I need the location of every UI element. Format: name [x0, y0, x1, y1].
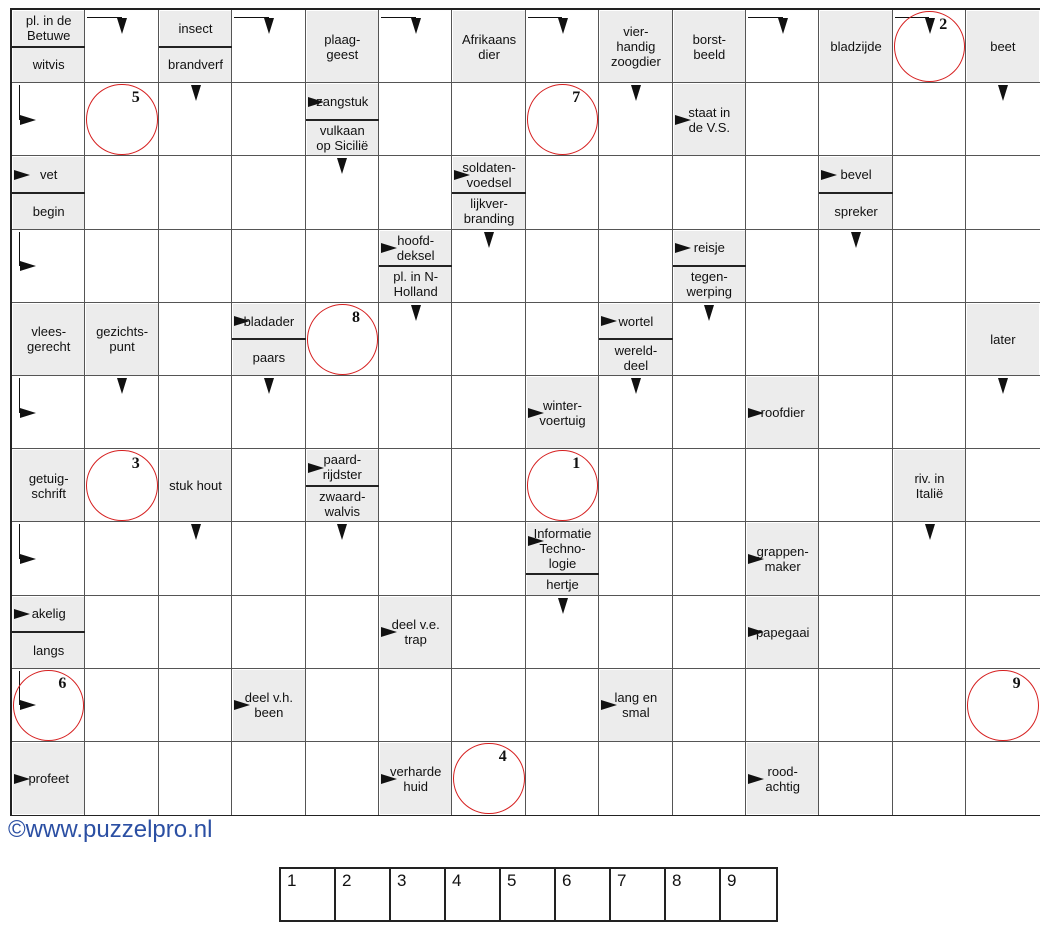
- grid-cell[interactable]: [673, 522, 746, 595]
- down-arrow-icon: [411, 305, 421, 321]
- grid-cell[interactable]: [526, 156, 599, 229]
- grid-cell[interactable]: [893, 230, 966, 303]
- clue-text: staat in de V.S.: [674, 84, 745, 155]
- grid-cell[interactable]: [966, 742, 1039, 815]
- right-arrow-icon: [14, 170, 30, 180]
- clue-text: akelig: [13, 597, 84, 632]
- grid-cell[interactable]: [85, 522, 158, 595]
- clue-divider: [306, 119, 379, 121]
- right-arrow-icon: [381, 774, 397, 784]
- right-arrow-icon: [748, 627, 764, 637]
- grid-cell[interactable]: [232, 83, 305, 156]
- clue-text: vulkaan op Sicilië: [307, 121, 378, 156]
- circle-number: 5: [131, 89, 140, 107]
- right-arrow-icon: [748, 408, 764, 418]
- grid-cell[interactable]: [526, 742, 599, 815]
- clue-divider: [819, 192, 892, 194]
- clue-text: roofdier: [747, 377, 818, 448]
- grid-cell[interactable]: [452, 669, 525, 742]
- grid-cell[interactable]: [232, 156, 305, 229]
- solution-cell[interactable]: 9: [727, 871, 737, 890]
- clue-text: langs: [13, 633, 84, 668]
- solution-circle: [13, 670, 84, 741]
- grid-cell[interactable]: [819, 522, 892, 595]
- grid-cell[interactable]: [893, 303, 966, 376]
- grid-cell[interactable]: [526, 669, 599, 742]
- down-arrow-icon: [851, 232, 861, 248]
- grid-cell[interactable]: [599, 156, 672, 229]
- right-arrow-icon: [675, 243, 691, 253]
- clue-text: lijkver- branding: [453, 194, 524, 229]
- grid-cell[interactable]: [379, 522, 452, 595]
- grid-cell[interactable]: [673, 742, 746, 815]
- right-arrow-icon: [528, 408, 544, 418]
- grid-cell[interactable]: [306, 376, 379, 449]
- right-arrow-icon: [748, 774, 764, 784]
- down-arrow-icon: [484, 232, 494, 248]
- grid-cell[interactable]: [452, 522, 525, 595]
- down-arrow-icon: [337, 524, 347, 540]
- circle-number: 6: [58, 674, 67, 692]
- clue-divider: [673, 265, 746, 267]
- clue-text: Afrikaans dier: [453, 11, 524, 82]
- grid-cell[interactable]: [893, 376, 966, 449]
- grid-cell[interactable]: [159, 742, 232, 815]
- right-arrow-icon: [20, 408, 36, 418]
- solution-cell[interactable]: 6: [556, 869, 611, 920]
- right-arrow-icon: [14, 609, 30, 619]
- clue-divider: [232, 338, 305, 340]
- solution-cell[interactable]: 5: [501, 869, 556, 920]
- grid-cell[interactable]: [306, 230, 379, 303]
- clue-text: bladader: [233, 304, 304, 339]
- down-arrow-icon: [117, 378, 127, 394]
- clue-text: riv. in Italië: [894, 450, 965, 521]
- solution-circle: [86, 450, 157, 521]
- grid-cell[interactable]: [746, 156, 819, 229]
- grid-cell[interactable]: [673, 376, 746, 449]
- clue-text: papegaai: [747, 597, 818, 668]
- grid-cell[interactable]: [232, 596, 305, 669]
- circle-number: 1: [572, 455, 581, 473]
- grid-cell[interactable]: [159, 303, 232, 376]
- grid-cell[interactable]: [85, 742, 158, 815]
- down-arrow-icon: [631, 85, 641, 101]
- solution-cell[interactable]: 8: [666, 869, 721, 920]
- grid-cell[interactable]: [673, 449, 746, 522]
- grid-cell[interactable]: [893, 156, 966, 229]
- grid-cell[interactable]: [893, 742, 966, 815]
- clue-divider: [599, 338, 672, 340]
- right-arrow-icon: [14, 774, 30, 784]
- grid-cell[interactable]: [306, 742, 379, 815]
- clue-text: borst- beeld: [674, 11, 745, 82]
- right-arrow-icon: [748, 554, 764, 564]
- grid-cell[interactable]: [85, 230, 158, 303]
- solution-circle: [453, 743, 524, 814]
- grid-cell[interactable]: [379, 449, 452, 522]
- clue-text: zwaard- walvis: [307, 487, 378, 522]
- right-arrow-icon: [20, 261, 36, 271]
- down-arrow-icon: [998, 85, 1008, 101]
- down-arrow-icon: [337, 158, 347, 174]
- grid-cell[interactable]: [232, 742, 305, 815]
- clue-text: deel v.h. been: [233, 670, 304, 741]
- clue-text: grappen- maker: [747, 523, 818, 594]
- clue-divider: [526, 573, 599, 575]
- right-arrow-icon: [20, 554, 36, 564]
- grid-cell[interactable]: [452, 596, 525, 669]
- right-arrow-icon: [454, 170, 470, 180]
- down-arrow-icon: [778, 18, 788, 34]
- down-arrow-icon: [117, 18, 127, 34]
- clue-text: profeet: [13, 743, 84, 814]
- grid-cell[interactable]: [599, 522, 672, 595]
- clue-text: pl. in de Betuwe: [13, 11, 84, 46]
- circle-number: 4: [498, 748, 507, 765]
- grid-cell[interactable]: [232, 449, 305, 522]
- clue-text: reisje: [674, 231, 745, 266]
- solution-cell[interactable]: 4: [446, 869, 501, 920]
- grid-cell[interactable]: [966, 596, 1039, 669]
- down-arrow-icon: [411, 18, 421, 34]
- crossword-grid: [10, 8, 1040, 816]
- grid-cell[interactable]: [966, 449, 1039, 522]
- solution-circle: [527, 450, 598, 521]
- circle-number: 7: [572, 89, 581, 107]
- grid-cell[interactable]: [452, 303, 525, 376]
- grid-cell[interactable]: [85, 156, 158, 229]
- down-arrow-icon: [191, 85, 201, 101]
- clue-divider: [379, 265, 452, 267]
- grid-cell[interactable]: [746, 230, 819, 303]
- grid-cell[interactable]: [159, 376, 232, 449]
- clue-text: vier- handig zoogdier: [600, 11, 671, 82]
- grid-cell[interactable]: [819, 596, 892, 669]
- circle-number: 3: [131, 455, 140, 473]
- grid-cell[interactable]: [599, 742, 672, 815]
- grid-cell[interactable]: [893, 669, 966, 742]
- grid-cell[interactable]: [232, 230, 305, 303]
- grid-cell[interactable]: [819, 83, 892, 156]
- solution-circle: [307, 304, 378, 375]
- grid-cell[interactable]: [159, 596, 232, 669]
- grid-cell[interactable]: [159, 230, 232, 303]
- grid-cell[interactable]: [746, 669, 819, 742]
- grid-cell[interactable]: [452, 83, 525, 156]
- right-arrow-icon: [821, 170, 837, 180]
- grid-cell[interactable]: [526, 303, 599, 376]
- clue-text: lang en smal: [600, 670, 671, 741]
- grid-cell[interactable]: [673, 669, 746, 742]
- grid-cell[interactable]: [599, 449, 672, 522]
- solution-circle: [894, 11, 965, 82]
- circle-number: 2: [939, 16, 948, 33]
- grid-cell[interactable]: [85, 596, 158, 669]
- clue-text: soldaten- voedsel: [453, 157, 524, 192]
- down-arrow-icon: [264, 18, 274, 34]
- right-arrow-icon: [308, 463, 324, 473]
- right-arrow-icon: [528, 536, 544, 546]
- down-arrow-icon: [264, 378, 274, 394]
- clue-text: beet: [967, 11, 1038, 82]
- grid-cell[interactable]: [526, 230, 599, 303]
- clue-text: zangstuk: [307, 84, 378, 119]
- grid-cell[interactable]: [599, 596, 672, 669]
- down-arrow-icon: [925, 524, 935, 540]
- grid-cell[interactable]: [379, 83, 452, 156]
- clue-text: plaag- geest: [307, 11, 378, 82]
- grid-cell[interactable]: [306, 669, 379, 742]
- clue-text: pl. in N- Holland: [380, 267, 451, 302]
- clue-text: witvis: [13, 48, 84, 83]
- right-arrow-icon: [601, 316, 617, 326]
- clue-text: paard- rijdster: [307, 450, 378, 485]
- down-arrow-icon: [558, 598, 568, 614]
- clue-text: Informatie Techno- logie: [527, 523, 598, 572]
- grid-cell[interactable]: [306, 596, 379, 669]
- circle-number: 9: [1012, 674, 1021, 692]
- grid-cell[interactable]: [819, 742, 892, 815]
- clue-text: begin: [13, 194, 84, 229]
- grid-cell[interactable]: [966, 230, 1039, 303]
- clue-text: tegen- werping: [674, 267, 745, 302]
- grid-cell[interactable]: [159, 669, 232, 742]
- grid-cell[interactable]: [746, 449, 819, 522]
- grid-cell[interactable]: [746, 83, 819, 156]
- clue-divider: [12, 46, 85, 48]
- clue-text: deel v.e. trap: [380, 597, 451, 668]
- clue-text: wereld- deel: [600, 340, 671, 375]
- grid-cell[interactable]: [379, 156, 452, 229]
- grid-cell[interactable]: [379, 376, 452, 449]
- grid-cell[interactable]: [379, 669, 452, 742]
- clue-text: rood- achtig: [747, 743, 818, 814]
- clue-text: gezichts- punt: [86, 304, 157, 375]
- clue-text: vet: [13, 157, 84, 192]
- solution-strip: [279, 867, 778, 922]
- grid-cell[interactable]: [159, 156, 232, 229]
- circle-number: 8: [352, 308, 360, 326]
- down-arrow-icon: [998, 378, 1008, 394]
- right-arrow-icon: [308, 97, 324, 107]
- right-arrow-icon: [675, 115, 691, 125]
- clue-text: later: [967, 304, 1038, 375]
- grid-cell[interactable]: [966, 522, 1039, 595]
- right-arrow-icon: [20, 115, 36, 125]
- solution-cell[interactable]: 1: [281, 869, 336, 920]
- grid-cell[interactable]: [966, 156, 1039, 229]
- right-arrow-icon: [381, 243, 397, 253]
- grid-cell[interactable]: [232, 522, 305, 595]
- grid-cell[interactable]: [673, 596, 746, 669]
- grid-cell[interactable]: [85, 669, 158, 742]
- down-arrow-icon: [558, 18, 568, 34]
- grid-cell[interactable]: [452, 376, 525, 449]
- down-arrow-icon: [631, 378, 641, 394]
- clue-text: paars: [233, 340, 304, 375]
- clue-text: hoofd- deksel: [380, 231, 451, 266]
- grid-cell[interactable]: [893, 596, 966, 669]
- right-arrow-icon: [601, 700, 617, 710]
- solution-circle: [86, 84, 157, 155]
- grid-cell[interactable]: [746, 303, 819, 376]
- clue-text: wortel: [600, 304, 671, 339]
- solution-circle: [967, 670, 1038, 741]
- grid-cell[interactable]: [452, 449, 525, 522]
- solution-cell[interactable]: 2: [336, 869, 391, 920]
- down-arrow-icon: [704, 305, 714, 321]
- clue-text: brandverf: [160, 48, 231, 83]
- clue-text: verharde huid: [380, 743, 451, 814]
- clue-text: spreker: [820, 194, 891, 229]
- clue-text: insect: [160, 11, 231, 46]
- clue-divider: [452, 192, 525, 194]
- clue-text: winter- voertuig: [527, 377, 598, 448]
- solution-cell[interactable]: 3: [391, 869, 446, 920]
- down-arrow-icon: [191, 524, 201, 540]
- right-arrow-icon: [234, 700, 250, 710]
- clue-text: vlees- gerecht: [13, 304, 84, 375]
- right-arrow-icon: [234, 316, 250, 326]
- copyright-text: ©www.puzzelpro.nl: [8, 816, 213, 843]
- clue-text: bladzijde: [820, 11, 891, 82]
- grid-cell[interactable]: [673, 156, 746, 229]
- grid-cell[interactable]: [819, 376, 892, 449]
- clue-text: bevel: [820, 157, 891, 192]
- grid-cell[interactable]: [819, 449, 892, 522]
- clue-text: getuig- schrift: [13, 450, 84, 521]
- solution-cell[interactable]: 7: [611, 869, 666, 920]
- grid-cell[interactable]: [819, 669, 892, 742]
- clue-divider: [159, 46, 232, 48]
- right-arrow-icon: [381, 627, 397, 637]
- grid-cell[interactable]: [599, 230, 672, 303]
- clue-text: hertje: [527, 575, 598, 595]
- clue-text: stuk hout: [160, 450, 231, 521]
- clue-divider: [12, 192, 85, 194]
- grid-cell[interactable]: [893, 83, 966, 156]
- clue-divider: [306, 485, 379, 487]
- clue-divider: [12, 631, 85, 633]
- grid-cell[interactable]: [819, 303, 892, 376]
- solution-circle: [527, 84, 598, 155]
